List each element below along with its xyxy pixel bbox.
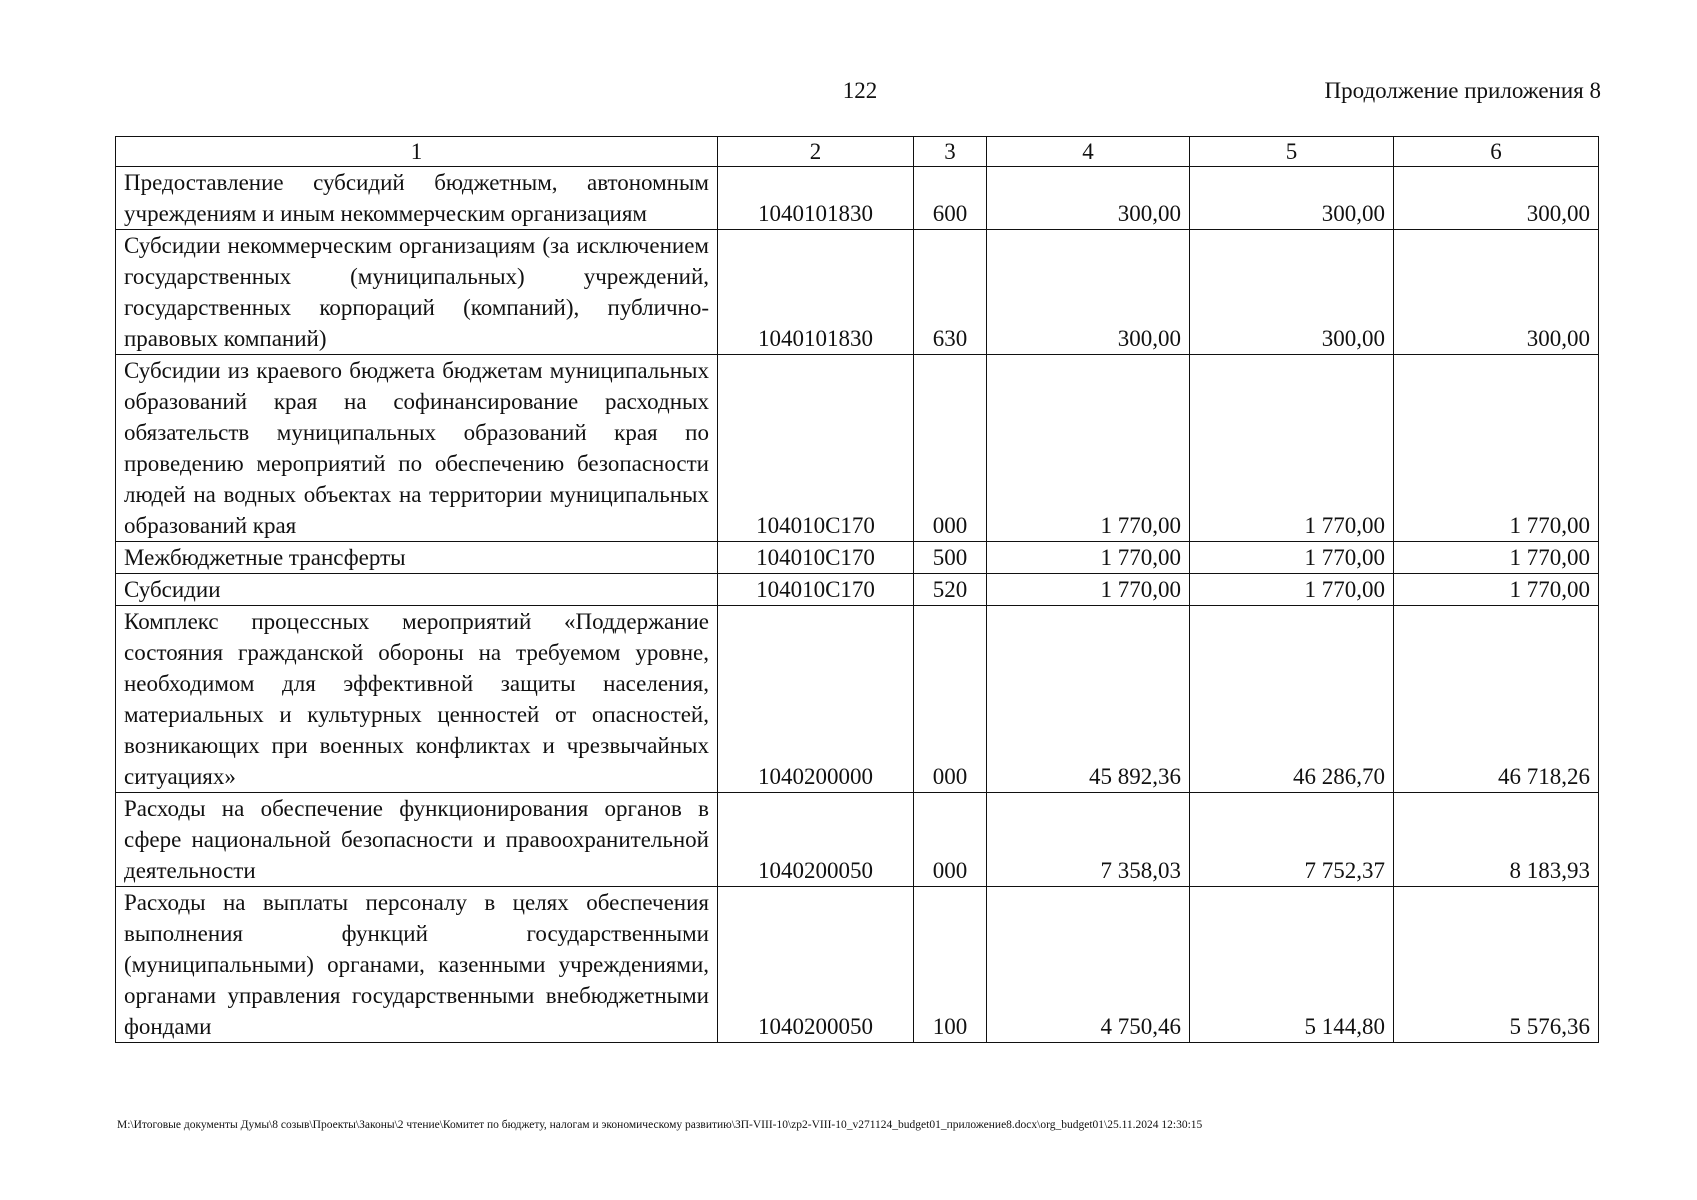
page-number: 122 (842, 78, 878, 103)
column-header-3: 3 (914, 137, 987, 167)
column-header-2: 2 (718, 137, 914, 167)
row-amount-col6: 300,00 (1394, 167, 1599, 230)
row-amount-col5: 5 144,80 (1190, 887, 1394, 1043)
row-amount-col6: 1 770,00 (1394, 355, 1599, 542)
table-row (116, 887, 1599, 1043)
row-code: 1040101830 (718, 230, 914, 355)
row-amount-col4: 300,00 (987, 167, 1190, 230)
table-row (116, 574, 1599, 606)
row-amount-col4: 4 750,46 (987, 887, 1190, 1043)
table-row (116, 355, 1599, 542)
row-amount-col6: 46 718,26 (1394, 606, 1599, 793)
row-code: 104010С170 (718, 574, 914, 606)
row-kind: 100 (914, 887, 987, 1043)
row-amount-col5: 300,00 (1190, 230, 1394, 355)
row-kind: 000 (914, 355, 987, 542)
row-code: 1040101830 (718, 167, 914, 230)
row-amount-col4: 1 770,00 (987, 574, 1190, 606)
row-name: Расходы на обеспечение функционирования органов в сфере национальной безопасности и правоохранительной деятельности (116, 793, 718, 887)
row-amount-col5: 7 752,37 (1190, 793, 1394, 887)
row-name: Субсидии (116, 574, 718, 606)
row-name: Межбюджетные трансферты (116, 542, 718, 574)
column-header-5: 5 (1190, 137, 1394, 167)
row-amount-col4: 1 770,00 (987, 355, 1190, 542)
table-row (116, 167, 1599, 230)
table-row (116, 542, 1599, 574)
column-header-1: 1 (116, 137, 718, 167)
table-row (116, 230, 1599, 355)
budget-table (115, 136, 1599, 1043)
row-kind: 000 (914, 606, 987, 793)
row-code: 104010С170 (718, 355, 914, 542)
row-amount-col5: 1 770,00 (1190, 542, 1394, 574)
row-kind: 520 (914, 574, 987, 606)
row-amount-col5: 1 770,00 (1190, 574, 1394, 606)
row-name: Расходы на выплаты персоналу в целях обеспечения выполнения функций государственными (муниципальными) органами, казенными учреждениями, органами управления государственными внебюджетными фондами (116, 887, 718, 1043)
row-amount-col6: 8 183,93 (1394, 793, 1599, 887)
row-kind: 000 (914, 793, 987, 887)
row-kind: 630 (914, 230, 987, 355)
row-amount-col5: 1 770,00 (1190, 355, 1394, 542)
table-row (116, 793, 1599, 887)
row-amount-col5: 46 286,70 (1190, 606, 1394, 793)
row-kind: 500 (914, 542, 987, 574)
document-file-path: M:\Итоговые документы Думы\8 созыв\Проекты\Законы\2 чтение\Комитет по бюджету, налогам и экономическому развитию\ЗП-VIII-10\zp2-VIII-10_v271124_budget01_приложение8.docx\org_budget01\25.11.2024 12:30:15 (117, 1119, 1203, 1131)
row-amount-col6: 300,00 (1394, 230, 1599, 355)
row-code: 1040200050 (718, 887, 914, 1043)
row-amount-col6: 1 770,00 (1394, 542, 1599, 574)
row-amount-col4: 7 358,03 (987, 793, 1190, 887)
row-name: Субсидии некоммерческим организациям (за исключением государственных (муниципальных) учреждений, государственных корпораций (компаний), публично-правовых компаний) (116, 230, 718, 355)
row-amount-col4: 45 892,36 (987, 606, 1190, 793)
row-amount-col6: 5 576,36 (1394, 887, 1599, 1043)
row-name: Комплекс процессных мероприятий «Поддержание состояния гражданской обороны на требуемом уровне, необходимом для эффективной защиты населения, материальных и культурных ценностей от опасностей, возникающих при военных конфликтах и чрезвычайных ситуациях» (116, 606, 718, 793)
row-kind: 600 (914, 167, 987, 230)
column-header-6: 6 (1394, 137, 1599, 167)
row-code: 104010С170 (718, 542, 914, 574)
table-row (116, 606, 1599, 793)
appendix-continuation-note: Продолжение приложения 8 (1324, 78, 1601, 103)
row-name: Предоставление субсидий бюджетным, автономным учреждениям и иным некоммерческим организациям (116, 167, 718, 230)
row-amount-col4: 300,00 (987, 230, 1190, 355)
column-number-row (116, 137, 1599, 167)
row-amount-col6: 1 770,00 (1394, 574, 1599, 606)
row-amount-col5: 300,00 (1190, 167, 1394, 230)
row-amount-col4: 1 770,00 (987, 542, 1190, 574)
table-header (116, 137, 1599, 167)
row-name: Субсидии из краевого бюджета бюджетам муниципальных образований края на софинансирование расходных обязательств муниципальных образований края по проведению мероприятий по обеспечению безопасности людей на водных объектах на территории муниципальных образований края (116, 355, 718, 542)
column-header-4: 4 (987, 137, 1190, 167)
row-code: 1040200050 (718, 793, 914, 887)
row-code: 1040200000 (718, 606, 914, 793)
